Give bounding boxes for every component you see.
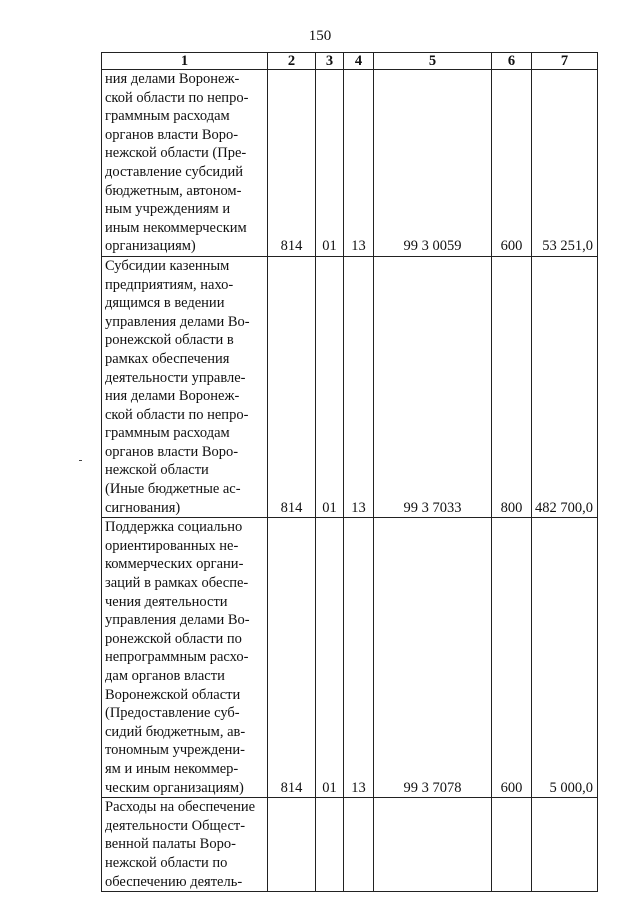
description-line: граммным расходам bbox=[105, 108, 230, 125]
description-line: ным учреждениям и bbox=[105, 201, 231, 218]
subsection-code: 13 bbox=[344, 70, 374, 257]
description-line: дам органов власти bbox=[105, 668, 225, 684]
section-code: 01 bbox=[316, 256, 344, 517]
description-line: Расходы на обеспечение bbox=[105, 799, 256, 816]
row-description bbox=[102, 256, 268, 517]
page-number: 150 bbox=[308, 28, 332, 44]
column-header-2: 2 bbox=[268, 53, 316, 70]
description-line: доставление субсидий bbox=[105, 163, 244, 180]
expense-type-code bbox=[492, 798, 532, 892]
description-line: заций в рамках обеспе- bbox=[105, 575, 249, 592]
description-line: (Предоставление суб- bbox=[105, 705, 240, 722]
table-row bbox=[102, 798, 598, 892]
description-line: сидий бюджетным, ав- bbox=[105, 723, 246, 740]
description-line: чения деятельности bbox=[105, 593, 228, 610]
subsection-code bbox=[344, 798, 374, 892]
table-header-row bbox=[102, 53, 598, 70]
target-item-code: 99 3 7033 bbox=[374, 256, 492, 517]
amount: 5 000,0 bbox=[532, 518, 598, 798]
description-line: ния делами Воронеж- bbox=[105, 388, 240, 405]
description-line: нежской области bbox=[105, 462, 209, 479]
amount bbox=[532, 798, 598, 892]
description-line: Субсидии казенным bbox=[105, 257, 230, 274]
description-line: коммерческих органи- bbox=[105, 556, 244, 573]
description-line: ческим организациям) bbox=[105, 779, 244, 796]
description-line: нежской области по bbox=[105, 854, 228, 871]
description-line: органов власти Воро- bbox=[105, 443, 239, 460]
ministry-code: 814 bbox=[268, 518, 316, 798]
description-line: управления делами Во- bbox=[105, 313, 250, 330]
ministry-code bbox=[268, 798, 316, 892]
description-line: ской области по непро- bbox=[105, 89, 249, 106]
subsection-code: 13 bbox=[344, 518, 374, 798]
column-header-3: 3 bbox=[316, 53, 344, 70]
description-line: граммным расходам bbox=[105, 425, 230, 442]
description-line: (Иные бюджетные ас- bbox=[105, 481, 241, 498]
description-line: деятельности управле- bbox=[105, 369, 246, 386]
table-row bbox=[102, 70, 598, 257]
table-row bbox=[102, 518, 598, 798]
description-line: ям и иным некоммер- bbox=[105, 760, 239, 777]
ministry-code: 814 bbox=[268, 256, 316, 517]
section-code: 01 bbox=[316, 70, 344, 257]
amount: 53 251,0 bbox=[532, 70, 598, 257]
description-line: ния делами Воронеж- bbox=[105, 71, 240, 87]
target-item-code: 99 3 0059 bbox=[374, 70, 492, 257]
expense-type-code: 800 bbox=[492, 256, 532, 517]
description-line: управления делами Во- bbox=[105, 612, 250, 629]
ministry-code: 814 bbox=[268, 70, 316, 257]
description-line: предприятиям, нахо- bbox=[105, 276, 234, 293]
description-line: организациям) bbox=[105, 238, 196, 255]
description-line: деятельности Общест- bbox=[105, 817, 246, 834]
target-item-code: 99 3 7078 bbox=[374, 518, 492, 798]
description-line: сигнования) bbox=[105, 499, 181, 516]
description-line: венной палаты Воро- bbox=[105, 836, 236, 853]
description-line: бюджетным, автоном- bbox=[105, 182, 242, 199]
description-line: непрограммным расхо- bbox=[105, 649, 249, 666]
description-line: ронежской области в bbox=[105, 332, 234, 349]
expense-type-code: 600 bbox=[492, 70, 532, 257]
column-header-6: 6 bbox=[492, 53, 532, 70]
description-line: органов власти Воро- bbox=[105, 126, 239, 143]
target-item-code bbox=[374, 798, 492, 892]
table-row bbox=[102, 256, 598, 517]
subsection-code: 13 bbox=[344, 256, 374, 517]
description-line: обеспечению деятель- bbox=[105, 873, 243, 890]
section-code bbox=[316, 798, 344, 892]
amount: 482 700,0 bbox=[532, 256, 598, 517]
column-header-5: 5 bbox=[374, 53, 492, 70]
description-line: нежской области (Пре- bbox=[105, 145, 247, 162]
description-line: дящимся в ведении bbox=[105, 295, 225, 312]
description-line: Поддержка социально bbox=[105, 519, 243, 536]
description-line: ориентированных не- bbox=[105, 537, 239, 554]
description-line: ской области по непро- bbox=[105, 406, 249, 423]
stray-mark bbox=[79, 460, 82, 461]
row-description bbox=[102, 70, 268, 257]
description-line: рамках обеспечения bbox=[105, 350, 230, 367]
column-header-7: 7 bbox=[532, 53, 598, 70]
description-line: Воронежской области bbox=[105, 686, 241, 703]
column-header-4: 4 bbox=[344, 53, 374, 70]
description-line: тономным учреждени- bbox=[105, 742, 246, 759]
description-line: ронежской области по bbox=[105, 630, 242, 647]
budget-table bbox=[101, 52, 598, 892]
row-description bbox=[102, 518, 268, 798]
description-line: иным некоммерческим bbox=[105, 219, 247, 236]
section-code: 01 bbox=[316, 518, 344, 798]
row-description bbox=[102, 798, 268, 892]
column-header-1: 1 bbox=[102, 53, 268, 70]
expense-type-code: 600 bbox=[492, 518, 532, 798]
